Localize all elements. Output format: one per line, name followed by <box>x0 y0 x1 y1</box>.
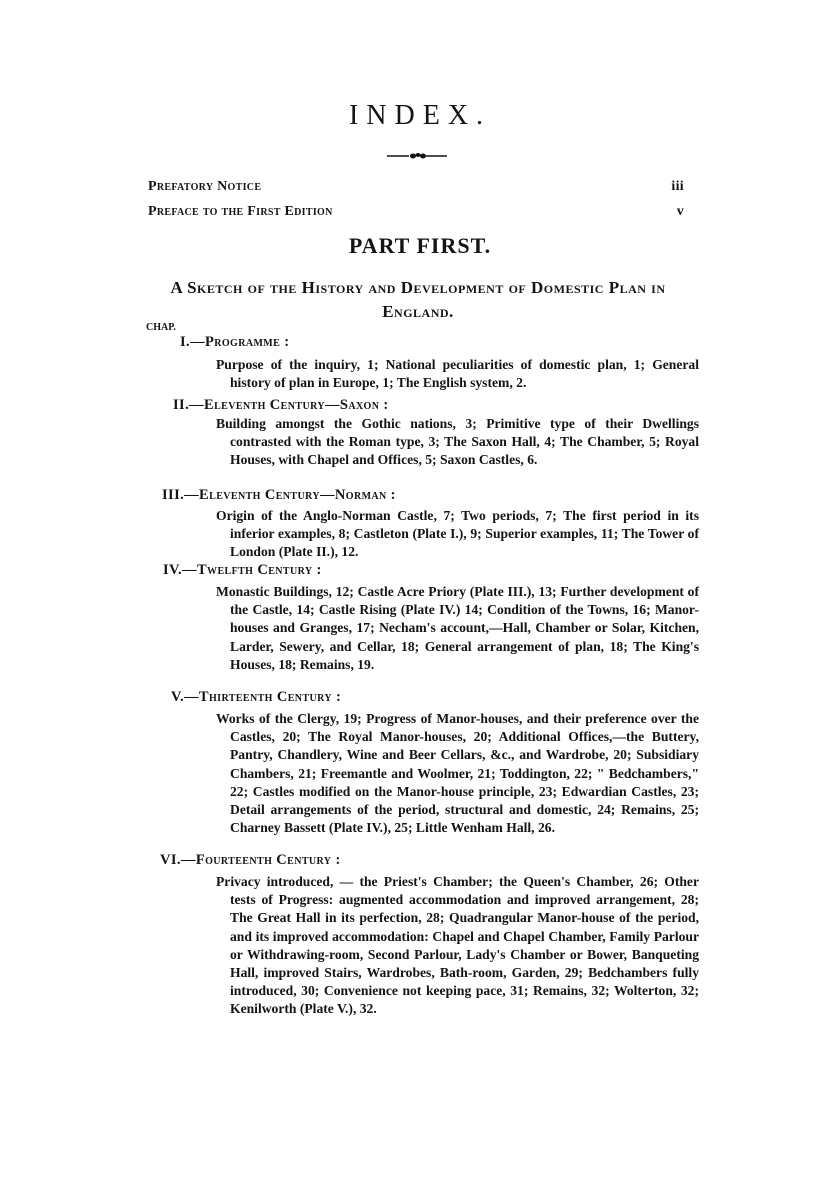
chapter-entries: Origin of the Anglo-Norman Castle, 7; Two periods, 7; The first period in its inferior examples, 8; Castleton (Plate I.), 9; Superior examples, 11; The Tower of London (Plate II.), 12. <box>216 508 699 560</box>
chapter-entries: Purpose of the inquiry, 1; National peculiarities of domestic plan, 1; General history of plan in Europe, 1; The English system, 2. <box>216 357 699 391</box>
toc-entry-page: iii <box>671 179 684 194</box>
ornament-divider-icon <box>385 150 449 162</box>
toc-entry-page: v <box>676 204 684 219</box>
part-title: PART FIRST. <box>348 233 492 258</box>
chapter-entries: Building amongst the Gothic nations, 3; Primitive type of their Dwellings contrasted with the Roman type, 3; The Saxon Hall, 4; The Chamber, 5; Royal Houses, with Chapel and Offices, 5; Saxon Castles, 6. <box>216 416 699 468</box>
chapter-heading: IV.—Twelfth Century : <box>163 562 322 578</box>
chapter-heading: II.—Eleventh Century—Saxon : <box>173 397 389 413</box>
chapter-heading: VI.—Fourteenth Century : <box>160 852 341 868</box>
toc-entry-prefatory-notice <box>148 179 684 195</box>
chapter-heading: I.—Programme : <box>180 334 290 350</box>
chapter-entries: Monastic Buildings, 12; Castle Acre Priory (Plate III.), 13; Further development of the Castle, 14; Castle Rising (Plate IV.) 14; Condition of the Towns, 16; Manor-houses and Granges, 17; Necham's account,—Hall, Chamber or Solar, Kitchen, Larder, Sewery, and Cellar, 18; General arrangement of plan, 18; The King's Houses, 18; Remains, 19. <box>216 584 699 672</box>
chapter-heading: V.—Thirteenth Century : <box>171 689 342 705</box>
chap-column-label: CHAP. <box>146 322 176 333</box>
toc-entry-label: Prefatory Notice <box>148 179 262 194</box>
chapter-entries: Works of the Clergy, 19; Progress of Manor-houses, and their preference over the Castles, 20; The Royal Manor-houses, 20; Additional Offices,—the Buttery, Pantry, Chandlery, Wine and Beer Cellars, &c., and Wardrobe, 20; Subsidiary Chambers, 21; Freemantle and Woolmer, 21; Toddington, 22; " Bedchambers," 22; Castles modified on the Manor-house principle, 23; Edwardian Castles, 23; Detail arrangements of the period, structural and domestic, 24; Remains, 25; Charney Bassett (Plate IV.), 25; Little Wenham Hall, 26. <box>216 711 699 836</box>
toc-entry-label: Preface to the First Edition <box>148 204 333 219</box>
part-subtitle: A Sketch of the History and Development of Domestic Plan in England. <box>170 278 666 321</box>
chapter-entries: Privacy introduced, — the Priest's Chamber; the Queen's Chamber, 26; Other tests of Progress: augmented accommodation and improved arrangement, 28; The Great Hall in its perfection, 28; Quadrangular Manor-house of the period, and its improved accommodation: Chapel and Chapel Chamber, Family Parlour or Withdrawing-room, Second Parlour, Lady's Chamber or Bower, Banqueting Hall, improved Stairs, Wardrobes, Bath-room, Garden, 29; Bedchambers fully introduced, 30; Convenience not keeping pace, 31; Remains, 32; Wolterton, 32; Kenilworth (Plate V.), 32. <box>216 874 699 1017</box>
chapter-heading: III.—Eleventh Century—Norman : <box>162 487 396 503</box>
page-title: INDEX. <box>348 100 492 131</box>
toc-entry-preface <box>148 204 684 220</box>
